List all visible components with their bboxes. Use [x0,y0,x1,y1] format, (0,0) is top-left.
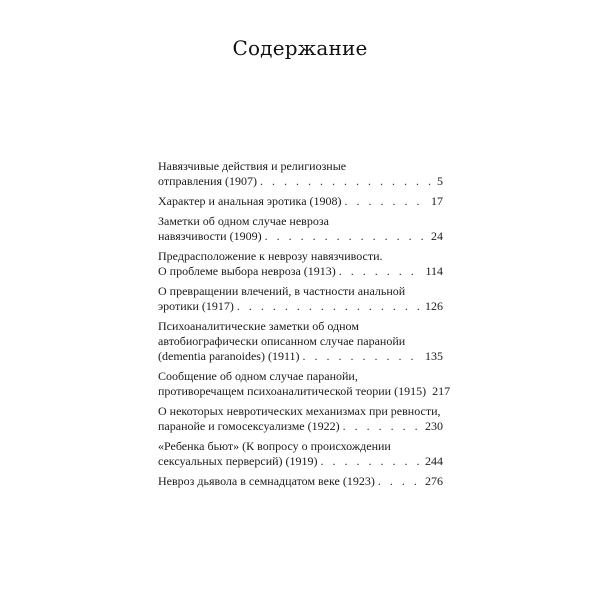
toc-entry-last-line [158,349,443,364]
page-title: Содержание [232,36,368,60]
dot-leader [321,454,422,469]
toc-entry [158,284,443,314]
toc-entry-title-line: (dementia paranoides) (1911) [158,349,300,363]
toc-entry-title-line: автобиографически описанном случае паранойи [158,334,406,348]
dot-leader [260,174,434,189]
toc-entry-title-line: паранойе и гомосексуализме (1922) [158,419,340,433]
toc-entry-page-number: 17 [431,194,443,208]
toc-entry [158,194,443,209]
toc-entry-page-number: 114 [425,264,443,278]
toc-entry [158,214,443,244]
toc-entry-title-line: навязчивости (1909) [158,229,262,243]
toc-entry-page-number: 230 [425,419,443,433]
toc-entry-last-line [158,174,443,189]
toc-entry-last-line [158,454,443,469]
toc-entry-title-line: Характер и анальная эротика (1908) [158,194,342,208]
dot-leader [265,229,428,244]
toc-entry-last-line [158,384,451,399]
dot-leader [303,349,423,364]
toc-entry [158,159,443,189]
toc-entry-page-number: 276 [425,474,443,488]
toc-entry [158,474,443,489]
toc-entry-page-number: 24 [431,229,443,243]
toc-entry [158,249,443,279]
toc-entry-page-number: 217 [432,384,451,398]
toc-entry-title-line: сексуальных перверсий) (1919) [158,454,318,468]
dot-leader [339,264,423,279]
toc-entry [158,369,451,399]
toc-entry-last-line [158,229,443,244]
toc-entry-title-line: «Ребенка бьют» (К вопросу о происхождении [158,439,391,453]
toc-entry-title-line: Психоаналитические заметки об одном [158,319,359,333]
toc-entry-title-line: О некоторых невротических механизмах при ревности, [158,404,441,418]
toc-entry-title-line: эротики (1917) [158,299,234,313]
table-of-contents [158,159,451,494]
toc-entry-title-line: О проблеме выбора невроза (1913) [158,264,336,278]
toc-entry-title-line: Предрасположение к неврозу навязчивости. [158,249,383,263]
toc-entry [158,404,443,434]
dot-leader [378,474,422,489]
dot-leader [237,299,422,314]
toc-entry [158,439,443,469]
toc-entry-last-line [158,474,443,489]
toc-entry-title-line: противоречащем психоаналитической теории (1915) [158,384,427,398]
toc-entry [158,319,443,364]
toc-entry-last-line [158,419,443,434]
toc-entry-title-line: О превращении влечений, в частности анальной [158,284,406,298]
toc-entry-page-number: 135 [425,349,443,363]
toc-entry-title-line: Навязчивые действия и религиозные [158,159,347,173]
toc-entry-page-number: 126 [425,299,443,313]
toc-entry-title-line: Сообщение об одном случае паранойи, [158,369,358,383]
toc-entry-title-line: Заметки об одном случае невроза [158,214,329,228]
dot-leader [343,419,422,434]
toc-entry-last-line [158,299,443,314]
toc-entry-last-line [158,194,443,209]
dot-leader [345,194,428,209]
toc-entry-last-line [158,264,443,279]
toc-entry-title-line: Невроз дьявола в семнадцатом веке (1923) [158,474,375,488]
toc-entry-page-number: 5 [437,174,443,188]
toc-entry-title-line: отправления (1907) [158,174,258,188]
toc-entry-page-number: 244 [425,454,443,468]
